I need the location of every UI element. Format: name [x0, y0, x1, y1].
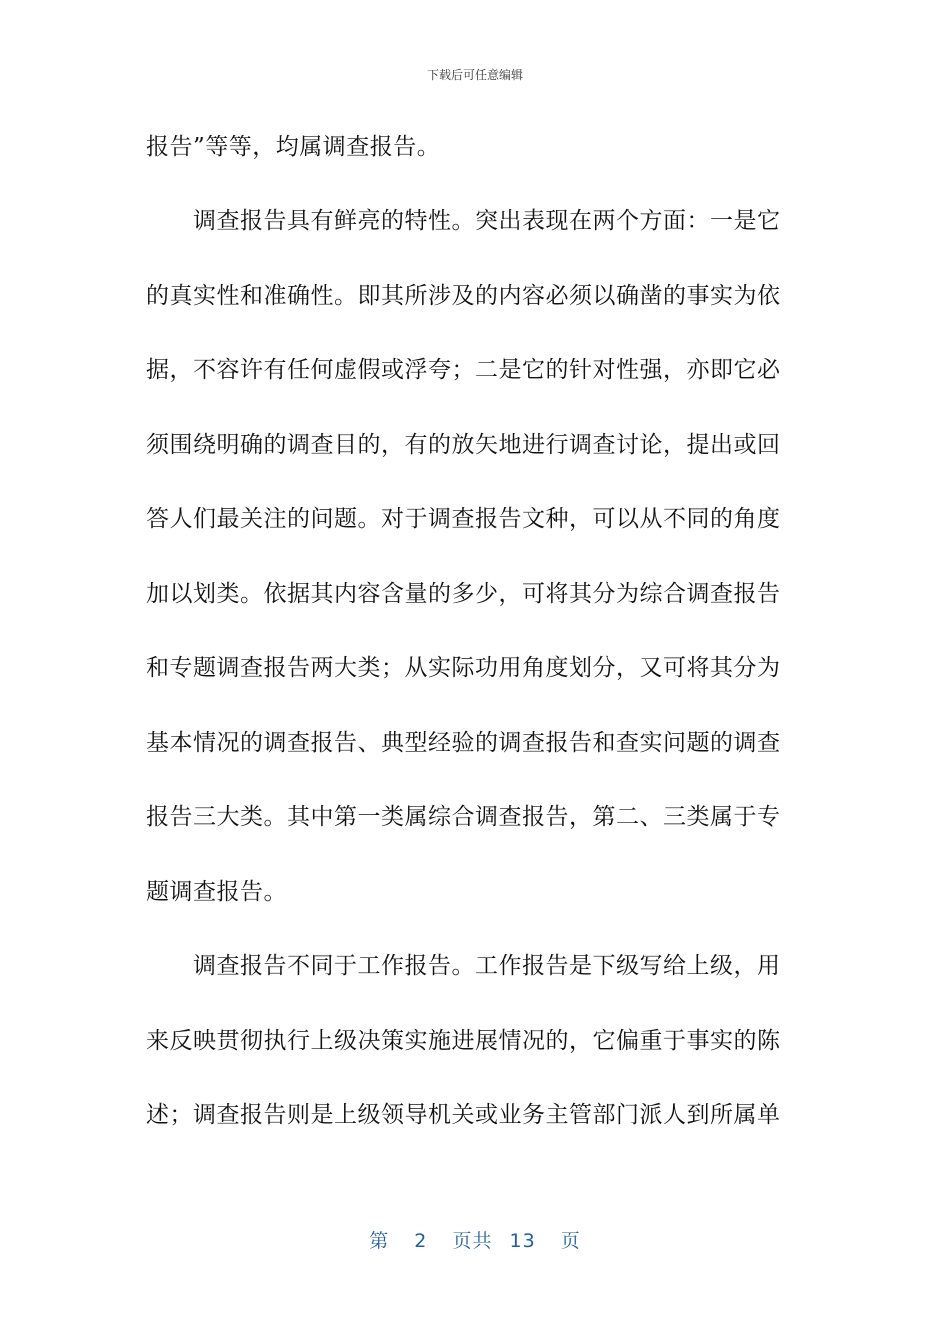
- text-line: 报告三大类。其中第一类属综合调查报告，第二、三类属于专: [146, 804, 781, 830]
- text-line: 须围绕明确的调查目的，有的放矢地进行调查讨论，提出或回: [146, 432, 781, 458]
- text-line: 基本情况的调查报告、典型经验的调查报告和查实问题的调查: [146, 730, 781, 756]
- text-line: 据，不容许有任何虚假或浮夸；二是它的针对性强，亦即它必: [146, 357, 781, 383]
- text-line: 述；调查报告则是上级领导机关或业务主管部门派人到所属单: [146, 1102, 781, 1128]
- text-line: 来反映贯彻执行上级决策实施进展情况的，它偏重于事实的陈: [146, 1028, 781, 1054]
- text-line: 调查报告具有鲜亮的特性。突出表现在两个方面：一是它: [193, 208, 781, 234]
- text-line: 调查报告不同于工作报告。工作报告是下级写给上级，用: [193, 953, 781, 979]
- footer-total-pages: 13: [509, 1230, 536, 1252]
- text-line: 报告”等等，均属调查报告。: [146, 134, 441, 160]
- footer-label-total: 页共: [452, 1230, 493, 1252]
- text-line: 加以划类。依据其内容含量的多少，可将其分为综合调查报告: [146, 581, 781, 607]
- text-line: 题调查报告。: [146, 879, 287, 905]
- footer-label-end: 页: [560, 1230, 581, 1252]
- footer-label-page: 第: [369, 1230, 390, 1252]
- text-line: 答人们最关注的问题。对于调查报告文种，可以从不同的角度: [146, 506, 781, 532]
- page-header: 下载后可任意编辑: [426, 68, 523, 82]
- text-line: 的真实性和准确性。即其所涉及的内容必须以确凿的事实为依: [146, 283, 781, 309]
- text-line: 和专题调查报告两大类；从实际功用角度划分，又可将其分为: [146, 655, 781, 681]
- page-footer: [0, 1226, 950, 1253]
- footer-current-page: 2: [414, 1230, 428, 1252]
